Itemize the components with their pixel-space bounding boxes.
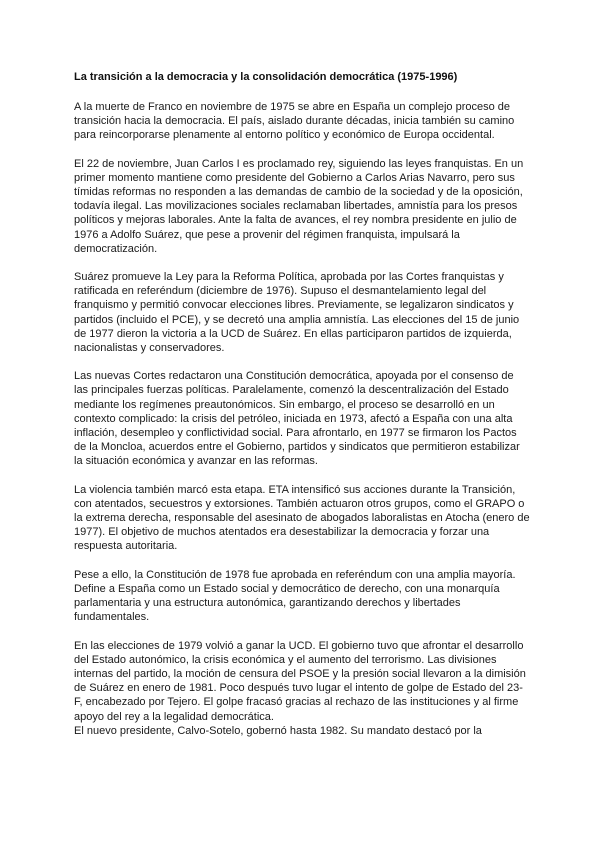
- paragraph-7: En las elecciones de 1979 volvió a ganar la UCD. El gobierno tuvo que afrontar el desarrollo del Estado autonómico, la crisis económica y el aumento del terrorismo. Las divisiones internas del partido, la moción de censura del PSOE y la presión social llevaron a la dimisión de Suárez en enero de 1981. Poco después tuvo lugar el intento de golpe de Estado del 23-F, encabezado por Tejero. El golpe fracasó gracias al rechazo de las instituciones y al firme apoyo del rey a la legalidad democrática.: [74, 639, 526, 723]
- paragraph-1: A la muerte de Franco en noviembre de 1975 se abre en España un complejo proceso de transición hacia la democracia. El país, aislado durante décadas, inicia también su camino para reincorporarse plenamente al entorno político y económico de Europa occidental.: [74, 101, 515, 142]
- paragraph-2: El 22 de noviembre, Juan Carlos I es proclamado rey, siguiendo las leyes franquistas. En un primer momento mantiene como presidente del Gobierno a Carlos Arias Navarro, pero sus tímidas reformas no responden a las demandas de cambio de la sociedad y de la oposición, todavía ilegal. Las movilizaciones sociales reclamaban libertades, amnistía para los presos políticos y mejoras laborales. Ante la falta de avances, el rey nombra presidente en julio de 1976 a Adolfo Suárez, que pese a provenir del régimen franquista, impulsará la democratización.: [74, 157, 524, 255]
- paragraph-8: El nuevo presidente, Calvo-Sotelo, gobernó hasta 1982. Su mandato destacó por la: [74, 724, 482, 737]
- paragraph-5: La violencia también marcó esta etapa. ETA intensificó sus acciones durante la Transición, con atentados, secuestros y extorsiones. También actuaron otros grupos, como el GRAPO o la extrema derecha, responsable del asesinato de abogados laboralistas en Atocha (enero de 1977). El objetivo de muchos atentados era desestabilizar la democracia y forzar una respuesta autoritaria.: [74, 483, 530, 553]
- document-title: La transición a la democracia y la consolidación democrática (1975-1996): [74, 71, 458, 83]
- document-body: [74, 70, 530, 738]
- paragraph-3: Suárez promueve la Ley para la Reforma Política, aprobada por las Cortes franquistas y ratificada en referéndum (diciembre de 1976). Supuso el desmantelamiento legal del franquismo y permitió convocar elecciones libres. Previamente, se legalizaron sindicatos y partidos (incluido el PCE), y se decretó una amplia amnistía. Las elecciones del 15 de junio de 1977 dieron la victoria a la UCD de Suárez. En ellas participaron partidos de izquierda, nacionalistas y conservadores.: [74, 271, 520, 355]
- paragraph-4: Las nuevas Cortes redactaron una Constitución democrática, apoyada por el consenso de las principales fuerzas políticas. Paralelamente, comenzó la descentralización del Estado mediante los regímenes preautonómicos. Sin embargo, el proceso se desarrolló en un contexto complicado: la crisis del petróleo, iniciada en 1973, afectó a España con una alta inflación, desempleo y conflictividad social. Para afrontarlo, en 1977 se firmaron los Pactos de la Moncloa, acuerdos entre el Gobierno, partidos y sindicatos que permitieron estabilizar la situación económica y avanzar en las reformas.: [74, 370, 520, 468]
- paragraph-6: Pese a ello, la Constitución de 1978 fue aprobada en referéndum con una amplia mayoría. Define a España como un Estado social y democrático de derecho, con una monarquía parlamentaria y una estructura autonómica, garantizando derechos y libertades fundamentales.: [74, 568, 516, 624]
